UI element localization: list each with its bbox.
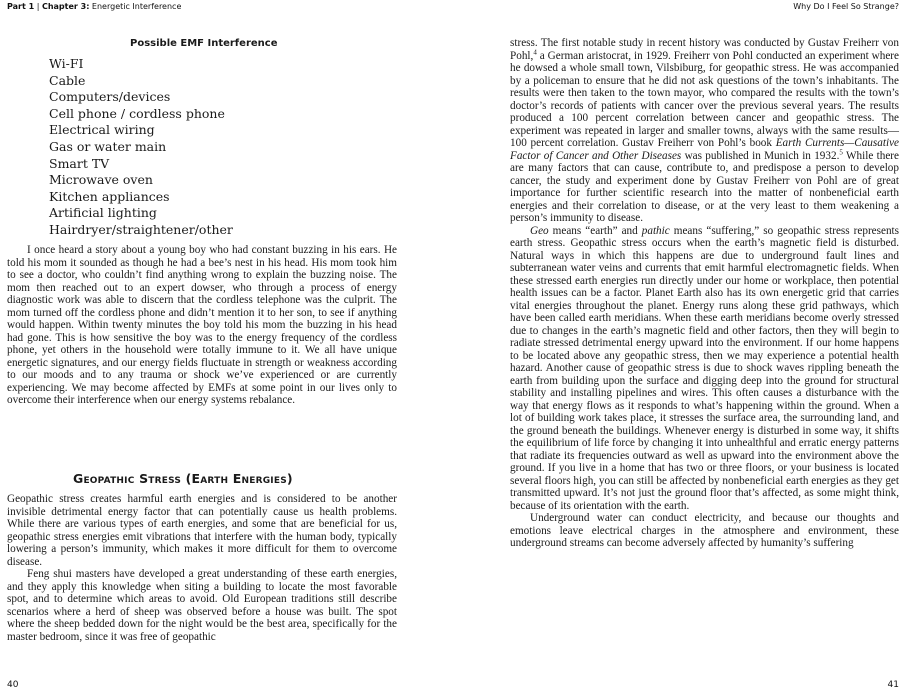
emf-list-item: Gas or water main <box>49 138 167 154</box>
emf-list-item: Microwave oven <box>49 172 153 188</box>
text-span: means “suffering,” so geopathic stress represents earth stress. Geopathic stress occurs when the earth’s magnetic field is disturbed. Natural ways in which this happens are due to underground fault lines and subterranean water veins and currents that emit harmful electromagnetic fields. When these stressed earth energies run directly under our home or workplace, then potential health issues can be a factor. Planet Earth also has its own energetic grid that carries vital energies throughout the planet. Energy runs along these grid pathways, which have been called earth meridians. When these earth meridians become overly stressed due to changes in the earth’s magnetic field and other factors, then they will begin to radiate stressed detrimental energy upward into the environment. If our home happens to be located above any geopathic stress, then we may experience a potential health hazard. Another cause of geopathic stress is due to shock waves rippling beneath the earth from building upon the surface and digging deep into the ground for structural stability and installing pipelines and wires. This often causes a disturbance with the way that energy flows as it responds to what’s happening within the ground. When a lot of building work takes place, it stresses the surface area, the surrounding land, and the ground beneath the buildings. Whenever energy is disturbed in some way, it shifts the equilibrium of life force by changing it into unhealthful and erratic energy patterns that radiate its frequencies outward as well as upward into the environment above the ground. If you live in a home that has two or three floors, or your business is located several floors high, you can still be affected by nonbeneficial earth energies as they get transmitted upward. It’s not just the ground floor that’s affected, as some might think, because of its orientation with the earth. <box>510 224 900 512</box>
left-running-head <box>7 2 181 11</box>
book-title: Earth Currents—Causative Factor of Cancer and Other Diseases <box>510 137 900 162</box>
emf-list-item: Wi-FI <box>49 56 84 71</box>
emf-list-item: Computers/devices <box>49 89 171 105</box>
emf-list-item: Electrical wiring <box>49 122 155 138</box>
geo-pathic-paragraph <box>510 225 899 513</box>
right-page <box>453 0 906 698</box>
section-heading-geopathic-stress: Geopathic Stress (Earth Energies) <box>73 471 293 486</box>
underground-water-paragraph: Underground water can conduct electricity, and because our thoughts and emotions leave electrical charges in the atmosphere and environment, these underground streams can become adversely affected by humanity’s suffering <box>510 512 899 549</box>
story-text-block <box>7 244 397 407</box>
emf-list-item: Kitchen appliances <box>49 188 170 204</box>
story-paragraph: I once heard a story about a young boy who had constant buzzing in his ears. He told his mom it sounded as though he had a bee’s nest in his head. His mom took him to see a doctor, who couldn’t find anything wrong to explain the buzzing noise. The mom then reached out to an expert dowser, who through a process of energy diagnostic work was able to discern that the cordless telephone was the culprit. The mom turned off the cordless phone and didn’t mention it to her son, to see if anything would happen. Within twenty minutes the boy told his mom the buzzing in his head had gone. This is how sensitive the boy was to the energy frequency of the cordless phone, yet others in the household were totally immune to it. We all have unique energetic signatures, and our energy fields fluctuate in strength or weakness according to our moods and to any trauma or shock we’ve experienced or are currently experiencing. We may become affected by EMFs at some point in our lives only to overcome their interference when our energy systems rebalance. <box>7 244 397 406</box>
emf-list-item: Cell phone / cordless phone <box>49 105 225 121</box>
text-span: While there are many factors that can cause, contribute to, and predispose a person to develop cancer, the study and experiment done by Gustav Freiherr von Pohl are of great importance for further scientific research into the matter of nonbeneficial earth energies and their correlation to disease, or at the very least to them weakening a person’s immunity to disease. <box>510 149 899 224</box>
running-head-chapter-title: Energetic Interference <box>89 2 182 11</box>
text-span: a German aristocrat, in 1929. Freiherr von Pohl conducted an experiment where he dowsed a whole small town, Vilsbiburg, for geopathic stress. He was accompanied by a policeman to ensure that he did not ask questions of the town’s inhabitants. The results were then taken to the town mayor, who compared the results with the town’s doctor’s records of patients with cancer over the previous several years. The results produced a 100 percent correlation between cancer and geopathic stress. The experiment was repeated in larger and smaller towns, always with the same results—100 percent correlation. Gustav Freiherr von Pohl’s book <box>510 49 899 149</box>
right-running-head: Why Do I Feel So Strange? <box>793 2 899 11</box>
feng-shui-paragraph: Feng shui masters have developed a great understanding of these earth energies, and they apply this knowledge when siting a building to locate the most favorable spot, and to determine which areas to avoid. Old European traditions still describe scenarios where a herd of sheep was observed before a house was built. The spot where the sheep bedded down for the night would be the best area, specifically for the master bedroom, since it was free of geopathic <box>7 568 397 643</box>
running-head-chapter: Chapter 3: <box>41 2 90 11</box>
emf-sources-list <box>49 56 233 239</box>
term-pathic: pathic <box>641 224 670 237</box>
term-geo: Geo <box>530 224 549 237</box>
emf-list-item: Artificial lighting <box>49 205 157 221</box>
text-span: was published in Munich in 1932. <box>681 149 840 162</box>
footnote-ref[interactable]: 5 <box>839 147 843 156</box>
emf-list-item: Hairdryer/straightener/other <box>49 221 233 237</box>
geopathic-intro-paragraph: Geopathic stress creates harmful earth energies and is considered to be another invisible detrimental energy factor that can potentially cause us health problems. While there are various types of earth energies, and some that are beneficial for us, geopathic stress energies emit vibrations that interfere with the human body, typically lowering a person’s immunity, which makes it more difficult for them to overcome disease. <box>7 493 397 568</box>
emf-list-item: Smart TV <box>49 155 110 171</box>
geopathic-text-block <box>7 493 397 643</box>
von-pohl-paragraph <box>510 37 899 225</box>
running-head-separator: | <box>34 2 42 11</box>
footnote-ref[interactable]: 4 <box>533 47 537 56</box>
running-head-part: Part 1 <box>7 2 35 11</box>
page-number-left: 40 <box>7 680 19 690</box>
emf-list-heading: Possible EMF Interference <box>130 38 278 49</box>
right-text-block <box>510 37 899 550</box>
emf-list-item: Cable <box>49 72 86 88</box>
page-number-right: 41 <box>887 680 899 690</box>
text-span: means “earth” and <box>548 224 642 237</box>
text-span: stress. The first notable study in recent history was conducted by Gustav Freiherr von Pohl, <box>510 37 899 62</box>
